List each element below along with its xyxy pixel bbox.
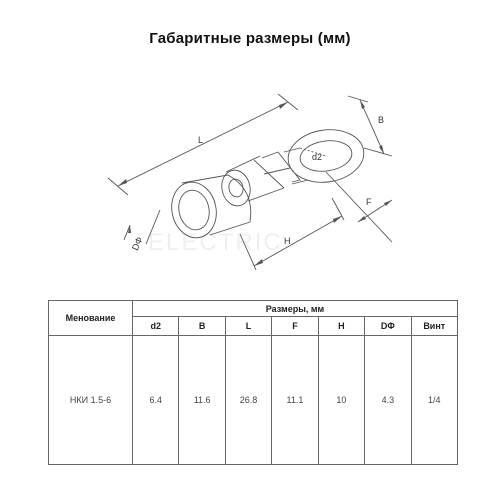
cell-d2: 6.4 [133,336,179,465]
label-D: DΦ [129,235,145,252]
dimensions-table [48,300,458,465]
column-header-screw: Винт [411,317,457,336]
terminal-ring [284,125,367,187]
column-header-b: B [179,317,225,336]
name-header: Менование [49,301,133,336]
watermark-text: ELECTRIC [148,229,283,256]
cell-d: 4.3 [365,336,411,465]
terminal-barrel [219,152,300,209]
cell-l: 26.8 [225,336,271,465]
label-L: L [198,135,204,145]
label-H: H [284,236,291,246]
cell-b: 11.6 [179,336,225,465]
dimension-F [326,172,392,242]
cell-screw: 1/4 [411,336,457,465]
table-row [49,336,458,465]
column-header-h: H [318,317,364,336]
terminal-dimension-drawing [0,60,500,300]
row-name: НКИ 1.5-6 [49,336,133,465]
cell-h: 10 [318,336,364,465]
dimensions-group-header: Размеры, мм [133,301,458,317]
cell-f: 11.1 [272,336,318,465]
dimension-L [108,94,298,195]
page-title: Габаритные размеры (мм) [149,30,351,47]
label-d2: d2 [312,152,323,162]
column-header-d2: d2 [133,317,179,336]
column-header-f: F [272,317,318,336]
label-B: B [378,115,385,125]
dimension-B [348,96,392,156]
label-F: F [366,197,372,207]
column-header-l: L [225,317,271,336]
column-header-d: DΦ [365,317,411,336]
